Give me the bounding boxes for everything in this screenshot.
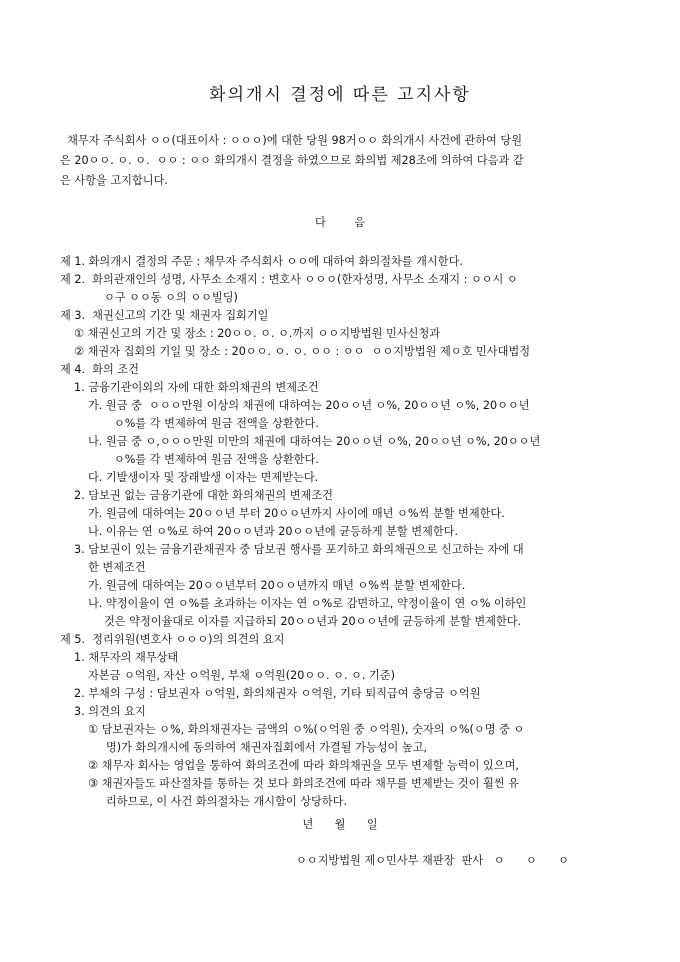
document-title: 화의개시 결정에 따른 고지사항 — [209, 85, 471, 105]
item-4-1-na: 나. 원금 중 ㅇ,ㅇㅇㅇ만원 미만의 채권에 대하여는 20ㅇㅇ년 ㅇ%, 20ㅇㅇ년 ㅇ%, 20ㅇㅇ년 — [88, 435, 541, 448]
item-5-3-3-cont: 리하므로, 이 사건 화의절차는 개시함이 상당하다. — [106, 795, 348, 808]
item-5-3-1: ① 담보권자는 ㅇ%, 화의채권자는 금액의 ㅇ%(ㅇ억원 중 ㅇ억원), 숫자의 ㅇ%(ㅇ명 중 ㅇ — [88, 723, 525, 736]
item-4-1-ga: 가. 원금 중 ㅇㅇㅇ만원 이상의 채권에 대하여는 20ㅇㅇ년 ㅇ%, 20ㅇㅇ년 ㅇ%, 20ㅇㅇ년 — [88, 399, 530, 412]
item-3: 제 3. 채권신고의 기간 및 채권자 집회기일 — [60, 309, 269, 322]
signature-line: ㅇㅇ지방법원 제ㅇ민사부 재판장 판사 ㅇ ㅇ ㅇ — [296, 854, 569, 867]
item-4-3-cont: 한 변제조건 — [88, 561, 146, 574]
intro-line: 은 사항을 고지합니다. — [60, 174, 168, 187]
item-4-1-ga-cont: ㅇ%를 각 변제하여 원금 전액을 상환한다. — [114, 417, 319, 430]
item-5: 제 5. 정리위원(변호사 ㅇㅇㅇ)의 의견의 요지 — [60, 633, 285, 646]
intro-line: 채무자 주식회사 ㅇㅇ(대표이사 : ㅇㅇㅇ)에 대한 당원 98거ㅇㅇ 화의개시 사건에 관하여 당원 — [60, 134, 523, 147]
item-4-2: 2. 담보권 없는 금융기관에 대한 화의채권의 변제조건 — [74, 489, 333, 502]
item-1: 제 1. 화의개시 결정의 주문 : 채무자 주식회사 ㅇㅇ에 대하여 화의절차를 개시한다. — [60, 255, 463, 268]
item-4: 제 4. 화의 조건 — [60, 363, 139, 376]
item-4-3-ga: 가. 원금에 대하여는 20ㅇㅇ년부터 20ㅇㅇ년까지 매년 ㅇ%씩 분할 변제한다. — [88, 579, 466, 592]
item-3-2: ② 채권자 집회의 기일 및 장소 : 20ㅇㅇ. ㅇ. ㅇ. ㅇㅇ : ㅇㅇ ㅇㅇ지방법원 제ㅇ호 민사대법정 — [74, 345, 531, 358]
item-4-3-na: 나. 약정이율이 연 ㅇ%를 초과하는 이자는 연 ㅇ%로 감면하고, 약정이율이 연 ㅇ% 이하인 — [88, 597, 527, 610]
item-2-cont: ㅇ구 ㅇㅇ동 ㅇ의 ㅇㅇ빌딩) — [104, 291, 238, 304]
item-5-1-cont: 자본금 ㅇ억원, 자산 ㅇ억원, 부채 ㅇ억원(20ㅇㅇ. ㅇ. ㅇ. 기준) — [88, 669, 395, 682]
item-4-2-ga: 가. 원금에 대하여는 20ㅇㅇ년 부터 20ㅇㅇ년까지 사이에 매년 ㅇ%씩 분할 변제한다. — [88, 507, 505, 520]
item-5-3: 3. 의견의 요지 — [74, 705, 146, 718]
item-4-2-na: 나. 이유는 연 ㅇ%로 하여 20ㅇㅇ년과 20ㅇㅇ년에 균등하게 분할 변제한다. — [88, 525, 459, 538]
item-5-3-1-cont: 명)가 화의개시에 동의하여 채권자집회에서 가결될 가능성이 높고, — [106, 741, 428, 754]
item-3-1: ① 채권신고의 기간 및 장소 : 20ㅇㅇ. ㅇ. ㅇ.까지 ㅇㅇ지방법원 민사신청과 — [74, 327, 441, 340]
item-4-1-da: 다. 기발생이자 및 장래발생 이자는 면제받는다. — [88, 471, 319, 484]
item-4-1-na-cont: ㅇ%를 각 변제하여 원금 전액을 상환한다. — [114, 453, 319, 466]
item-5-1: 1. 채무자의 재무상태 — [74, 651, 179, 664]
item-5-2: 2. 부채의 구성 : 담보권자 ㅇ억원, 화의채권자 ㅇ억원, 기타 퇴직급여 충당금 ㅇ억원 — [74, 687, 481, 700]
item-4-3: 3. 담보권이 있는 금융기관채권자 중 담보권 행사를 포기하고 화의채권으로 신고하는 자에 대 — [74, 543, 524, 556]
intro-paragraph — [60, 131, 622, 191]
date-line: 년 월 일 — [302, 818, 378, 831]
intro-line: 은 20ㅇㅇ. ㅇ. ㅇ. ㅇㅇ : ㅇㅇ 화의개시 결정을 하였으므로 화의법 제28조에 의하여 다음과 같 — [60, 154, 524, 167]
item-5-3-3: ③ 채권자들도 파산절차를 통하는 것 보다 화의조건에 따라 채무를 변제받는 것이 훨씬 유 — [88, 777, 519, 790]
da-eum-heading: 다 음 — [314, 216, 366, 229]
item-4-3-na-cont: 것은 약정이율대로 이자를 지급하되 20ㅇㅇ년과 20ㅇㅇ년에 균등하게 분할 변제한다. — [104, 615, 522, 628]
item-4-1: 1. 금융기관이외의 자에 대한 화의채권의 변제조건 — [74, 381, 319, 394]
item-2: 제 2. 화의관재인의 성명, 사무소 소재지 : 변호사 ㅇㅇㅇ(한자성명, 사무소 소재지 : ㅇㅇ시 ㅇ — [60, 273, 518, 286]
item-5-3-2: ② 채무자 회사는 영업을 통하여 화의조건에 따라 화의채권을 모두 변제할 능력이 있으며, — [88, 759, 519, 772]
